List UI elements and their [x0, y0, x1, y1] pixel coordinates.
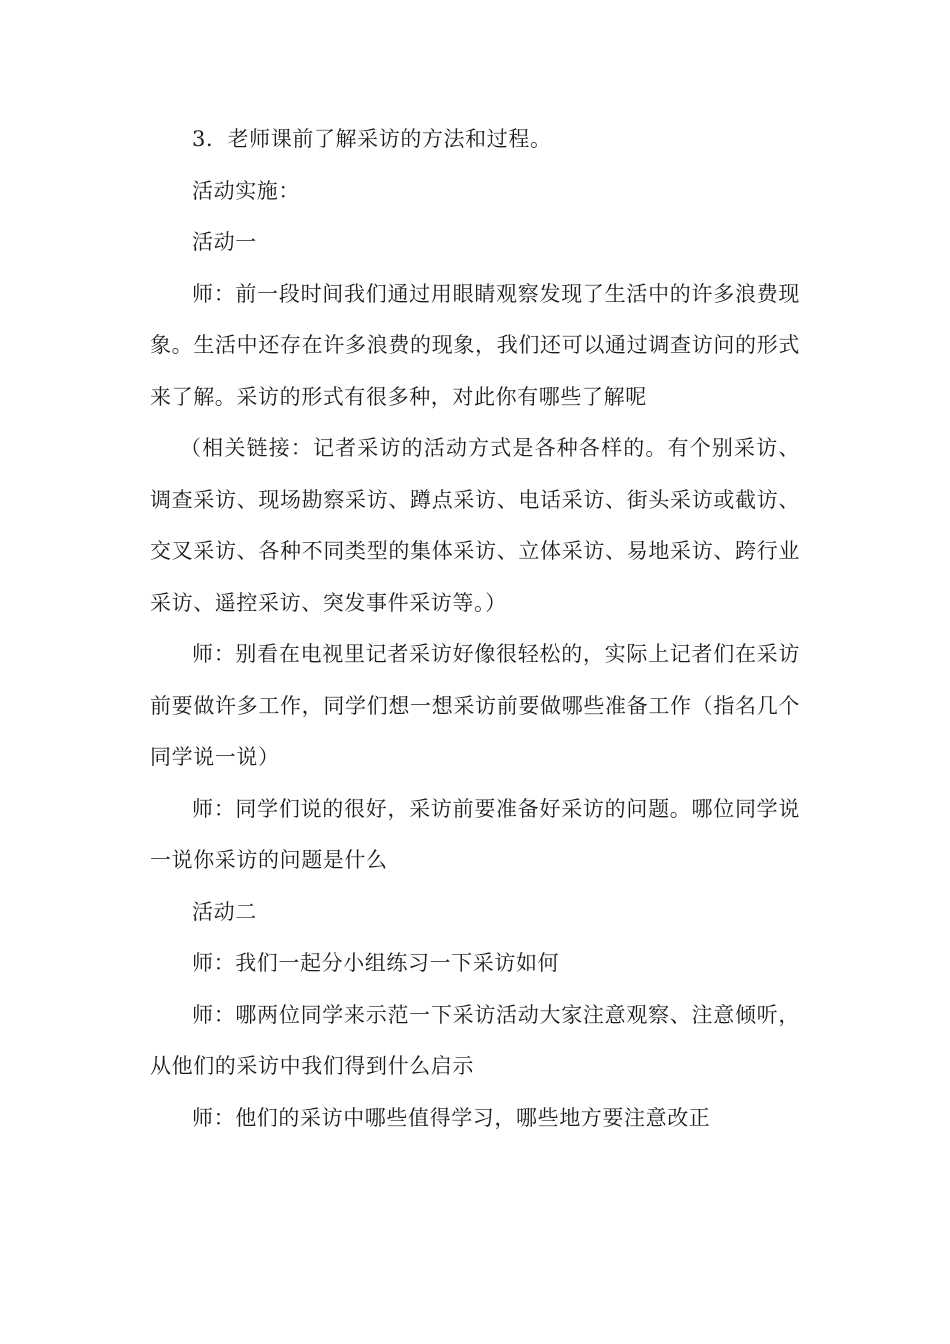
paragraph-activity-two-heading: 活动二 [192, 899, 257, 924]
paragraph-teacher-intro: 师：前一段时间我们通过用眼睛观察发现了生活中的许多浪费现象。生活中还存在许多浪费的现象，我们还可以通过调查访问的形式来了解。采访的形式有很多种，对此你有哪些了解呢 [150, 281, 800, 409]
paragraph-activity-one-heading: 活动一 [192, 230, 257, 254]
paragraph-teacher-evaluation: 师：他们的采访中哪些值得学习，哪些地方要注意改正 [192, 1105, 711, 1130]
paragraph-preparation-item-3: 3．老师课前了解采访的方法和过程。 [192, 127, 552, 151]
paragraph-teacher-preparation: 师：别看在电视里记者采访好像很轻松的，实际上记者们在采访前要做许多工作，同学们想一想采访前要做哪些准备工作（指名几个同学说一说） [150, 642, 800, 769]
paragraph-teacher-group-practice: 师：我们一起分小组练习一下采访如何 [192, 951, 560, 975]
paragraph-teacher-questions: 师：同学们说的很好，采访前要准备好采访的问题。哪位同学说一说你采访的问题是什么 [150, 796, 800, 872]
paragraph-related-link: （相关链接：记者采访的活动方式是各种各样的。有个别采访、调查采访、现场勘察采访、蹲点采访、电话采访、街头采访或截访、交叉采访、各种不同类型的集体采访、立体采访、易地采访、跨行业采访、遥控采访、突发事件采访等。） [150, 436, 800, 615]
document-body [150, 114, 800, 1144]
paragraph-teacher-demonstration: 师：哪两位同学来示范一下采访活动大家注意观察、注意倾听，从他们的采访中我们得到什么启示 [150, 1002, 800, 1078]
paragraph-activity-implementation: 活动实施： [192, 178, 300, 203]
